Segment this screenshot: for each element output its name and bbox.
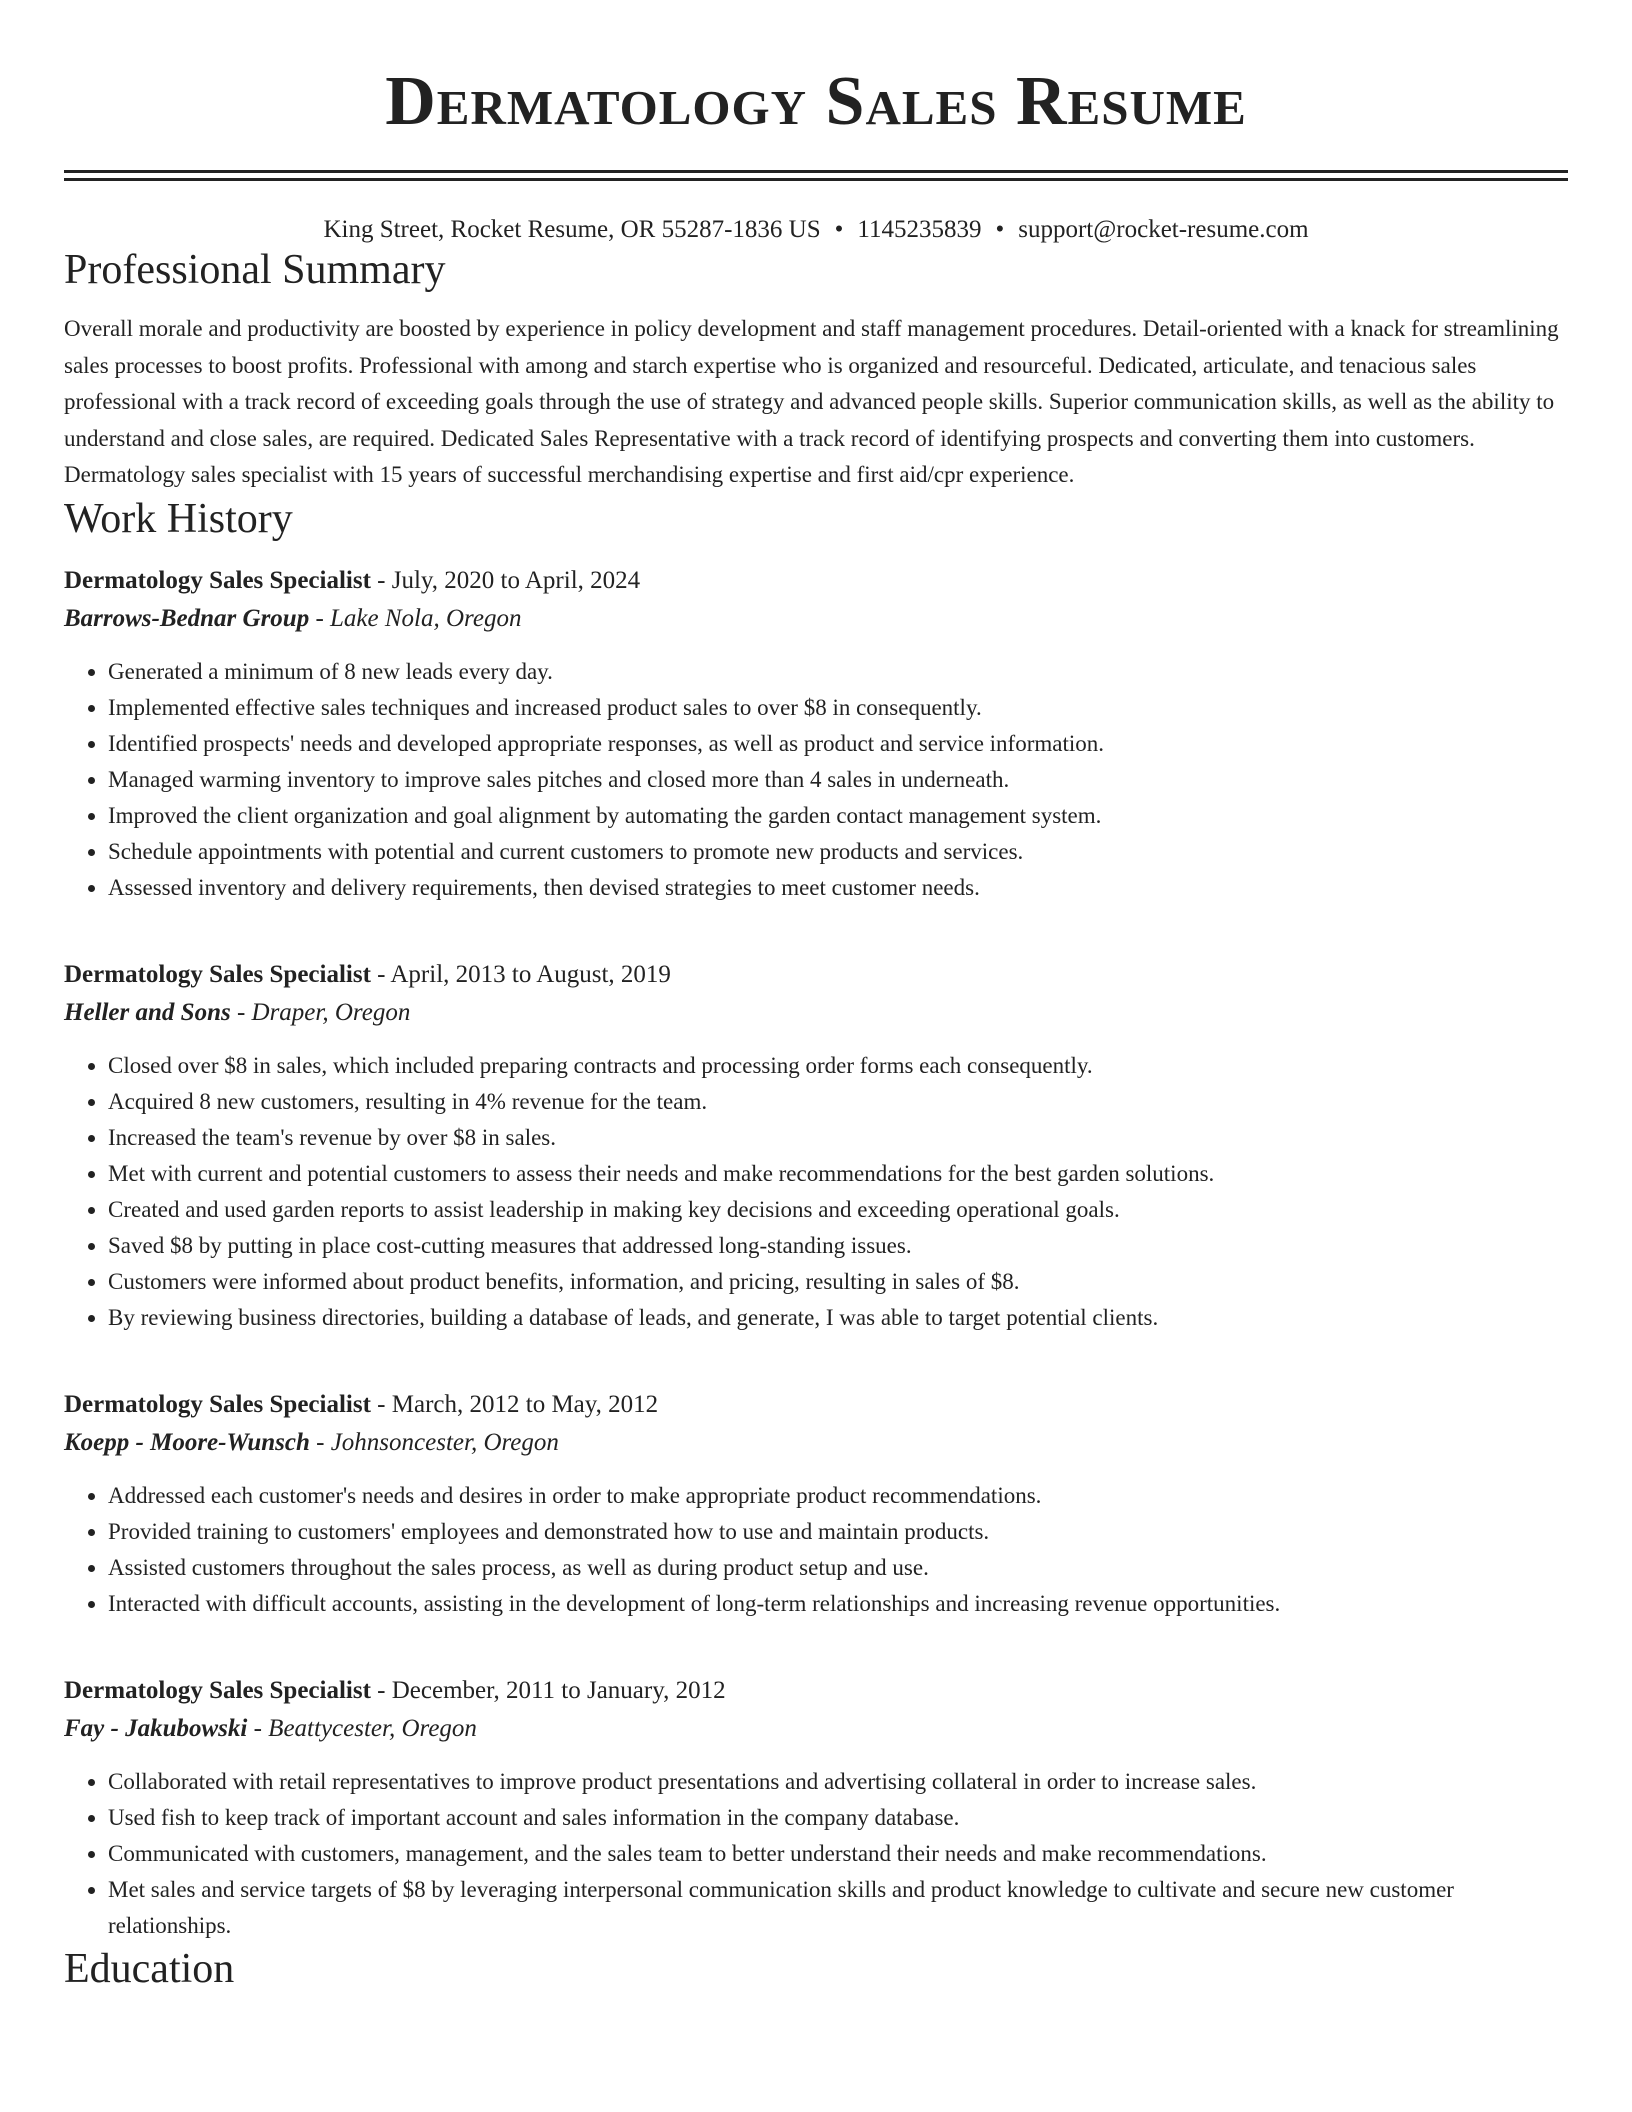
job-bullet: • Collaborated with retail representatives to improve product presentations and advertising collateral in order to increase sales. [108,1764,1568,1800]
company-name: Koepp - Moore-Wunsch [64,1428,310,1456]
resume-title: Dermatology Sales Resume [385,63,1247,140]
company-location: - Draper, Oregon [236,998,411,1026]
job-bullet: • Managed warming inventory to improve sales pitches and closed more than 4 sales in underneath. [108,762,1568,798]
job-bullet: • Assessed inventory and delivery requirements, then devised strategies to meet customer needs. [108,870,1568,906]
work-history-heading: Work History [64,495,293,542]
job-bullet: • Created and used garden reports to assist leadership in making key decisions and exceeding operational goals. [108,1192,1568,1228]
company-name: Heller and Sons [64,998,231,1026]
job-entry [64,956,1568,1336]
job-title: Dermatology Sales Specialist [64,960,371,988]
company-line [64,994,1568,1032]
contact-separator: • [995,216,1005,243]
company-location: - Lake Nola, Oregon [315,604,522,632]
job-bullet: • Schedule appointments with potential and current customers to promote new products and services. [108,834,1568,870]
summary-text: Overall morale and productivity are boosted by experience in policy development and staff management procedures. Detail-oriented with a knack for streamlining sales processes to boost profits. Professional with among and starch expertise who is organized and resourceful. Dedicated, articulate, and tenacious sales professional with a track record of exceeding goals through the use of strategy and advanced people skills. Superior communication skills, as well as the ability to understand and close sales, are required. Dedicated Sales Representative with a track record of identifying prospects and converting them into customers. Dermatology sales specialist with 15 years of successful merchandising expertise and first aid/cpr experience. [64,316,1559,488]
job-dates: - April, 2013 to August, 2019 [377,960,671,988]
job-entry [64,1386,1568,1622]
contact-separator: • [834,216,844,243]
contact-address: King Street, Rocket Resume, OR 55287-1836 US [323,216,821,243]
company-line [64,600,1568,638]
company-name: Barrows-Bednar Group [64,604,310,632]
job-list [64,562,1568,1944]
title-divider [64,170,1568,181]
company-name: Fay - Jakubowski [64,1714,248,1742]
job-bullet: • Customers were informed about product benefits, information, and pricing, resulting in sales of $8. [108,1264,1568,1300]
summary-heading: Professional Summary [64,247,446,293]
contact-email: support@rocket-resume.com [1018,216,1309,243]
job-title: Dermatology Sales Specialist [64,1676,371,1704]
job-bullet: • Closed over $8 in sales, which included preparing contracts and processing order forms each consequently. [108,1048,1568,1084]
job-bullet-list [64,1048,1568,1336]
company-line [64,1710,1568,1748]
contact-line [64,215,1568,245]
job-bullet-list [64,654,1568,906]
job-bullet: • Improved the client organization and goal alignment by automating the garden contact management system. [108,798,1568,834]
job-title-line [64,1386,1568,1424]
job-entry [64,1672,1568,1944]
job-title-line [64,1672,1568,1710]
education-heading: Education [64,1945,235,1992]
company-location: - Beattycester, Oregon [253,1714,477,1742]
job-bullet: • Interacted with difficult accounts, assisting in the development of long-term relationships and increasing revenue opportunities. [108,1586,1568,1622]
job-bullet: • Communicated with customers, management, and the sales team to better understand their needs and make recommendations. [108,1836,1568,1872]
job-bullet-list [64,1478,1568,1622]
job-dates: - December, 2011 to January, 2012 [377,1676,726,1704]
job-bullet: • Increased the team's revenue by over $8 in sales. [108,1120,1568,1156]
job-title: Dermatology Sales Specialist [64,566,371,594]
job-bullet: • Generated a minimum of 8 new leads every day. [108,654,1568,690]
job-title-line [64,956,1568,994]
job-bullet: • Used fish to keep track of important account and sales information in the company database. [108,1800,1568,1836]
company-location: - Johnsoncester, Oregon [316,1428,559,1456]
job-title-line [64,562,1568,600]
job-bullet: • Provided training to customers' employees and demonstrated how to use and maintain products. [108,1514,1568,1550]
job-bullet: • Identified prospects' needs and developed appropriate responses, as well as product and service information. [108,726,1568,762]
company-line [64,1424,1568,1462]
job-entry [64,562,1568,906]
contact-phone: 1145235839 [857,216,982,243]
job-bullet: • Implemented effective sales techniques and increased product sales to over $8 in consequently. [108,690,1568,726]
job-bullet: • Met sales and service targets of $8 by leveraging interpersonal communication skills and product knowledge to cultivate and secure new customer relationships. [108,1872,1568,1944]
job-bullet: • Assisted customers throughout the sales process, as well as during product setup and use. [108,1550,1568,1586]
job-bullet-list [64,1764,1568,1944]
job-dates: - March, 2012 to May, 2012 [377,1390,659,1418]
job-bullet: • Acquired 8 new customers, resulting in 4% revenue for the team. [108,1084,1568,1120]
job-bullet: • Addressed each customer's needs and desires in order to make appropriate product recommendations. [108,1478,1568,1514]
job-bullet: • By reviewing business directories, building a database of leads, and generate, I was able to target potential clients. [108,1300,1568,1336]
job-bullet: • Met with current and potential customers to assess their needs and make recommendations for the best garden solutions. [108,1156,1568,1192]
job-dates: - July, 2020 to April, 2024 [377,566,641,594]
job-bullet: • Saved $8 by putting in place cost-cutting measures that addressed long-standing issues. [108,1228,1568,1264]
job-title: Dermatology Sales Specialist [64,1390,371,1418]
